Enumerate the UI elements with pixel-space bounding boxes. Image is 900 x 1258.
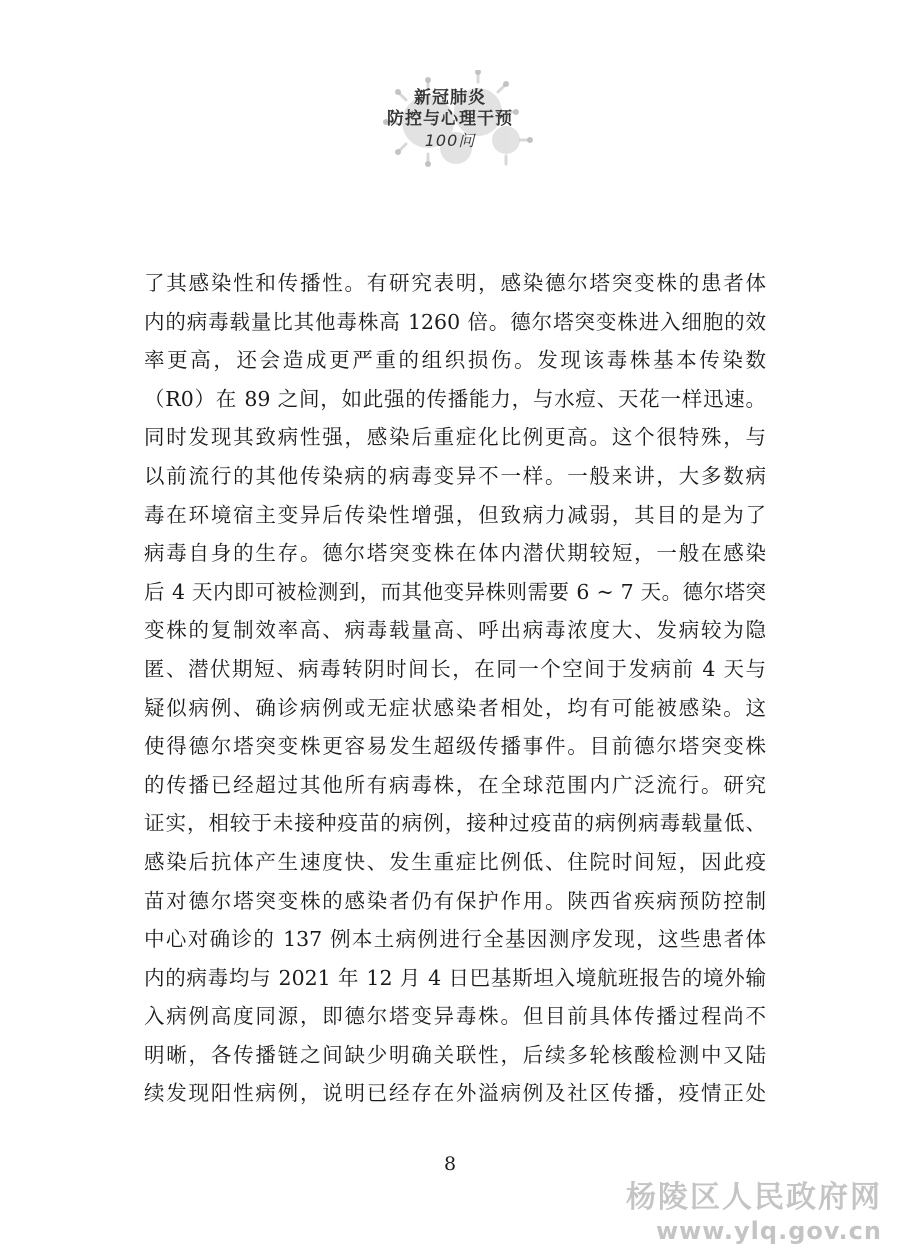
- text-line: 率更高，还会造成更严重的组织损伤。发现该毒株基本传染数: [144, 348, 766, 373]
- body-text: [144, 264, 766, 1113]
- text-line: 疑似病例、确诊病例或无症状感染者相处，均有可能被感染。这: [144, 695, 766, 720]
- header-title-line-1: 新冠肺炎: [414, 88, 486, 108]
- text-line: 苗对德尔塔突变株的感染者仍有保护作用。陕西省疾病预防控制: [144, 888, 766, 913]
- text-line: 匿、潜伏期短、病毒转阴时间长，在同一个空间于发病前 4 天与: [144, 656, 766, 681]
- text-line: 后 4 天内即可被检测到，而其他变异株则需要 6 ~ 7 天。德尔塔突: [144, 579, 766, 604]
- watermark-url: www.ylq.gov.cn: [655, 1217, 882, 1245]
- text-line: 变株的复制效率高、病毒载量高、呼出病毒浓度大、发病较为隐: [144, 618, 766, 643]
- text-line: 内的病毒载量比其他毒株高 1260 倍。德尔塔突变株进入细胞的效: [144, 309, 766, 334]
- text-line: 的传播已经超过其他所有病毒株，在全球范围内广泛流行。研究: [144, 772, 766, 797]
- watermark: [582, 1180, 882, 1246]
- text-line: 中心对确诊的 137 例本土病例进行全基因测序发现，这些患者体: [144, 927, 766, 952]
- text-line: 明晰，各传播链之间缺少明确关联性，后续多轮核酸检测中又陆: [144, 1042, 766, 1067]
- watermark-title: 杨陵区人民政府网: [626, 1180, 882, 1215]
- text-line: 证实，相较于未接种疫苗的病例，接种过疫苗的病例病毒载量低、: [144, 811, 766, 836]
- header-title-line-2: 防控与心理干预: [387, 109, 513, 129]
- text-line: 感染后抗体产生速度快、发生重症比例低、住院时间短，因此疫: [144, 849, 766, 874]
- text-line: 内的病毒均与 2021 年 12 月 4 日巴基斯坦入境航班报告的境外输: [144, 965, 766, 990]
- text-line: 入病例高度同源，即德尔塔变异毒株。但目前具体传播过程尚不: [144, 1004, 766, 1029]
- text-line: 毒在环境宿主变异后传染性增强，但致病力减弱，其目的是为了: [144, 502, 766, 527]
- page-number: 8: [443, 1153, 457, 1175]
- text-line: 续发现阳性病例，说明已经存在外溢病例及社区传播，疫情正处: [144, 1081, 766, 1106]
- text-line: 使得德尔塔突变株更容易发生超级传播事件。目前德尔塔突变株: [144, 734, 766, 759]
- text-line: 以前流行的其他传染病的病毒变异不一样。一般来讲，大多数病: [144, 463, 766, 488]
- text-line: 了其感染性和传播性。有研究表明，感染德尔塔突变株的患者体: [144, 271, 766, 295]
- running-header: [0, 0, 900, 200]
- text-line: 病毒自身的生存。德尔塔突变株在体内潜伏期较短，一般在感染: [144, 541, 766, 566]
- text-line: （R0）在 89 之间，如此强的传播能力，与水痘、天花一样迅速。: [144, 386, 766, 411]
- header-title-line-3: 100问: [424, 131, 476, 150]
- text-line: 同时发现其致病性强，感染后重症化比例更高。这个很特殊，与: [144, 425, 766, 450]
